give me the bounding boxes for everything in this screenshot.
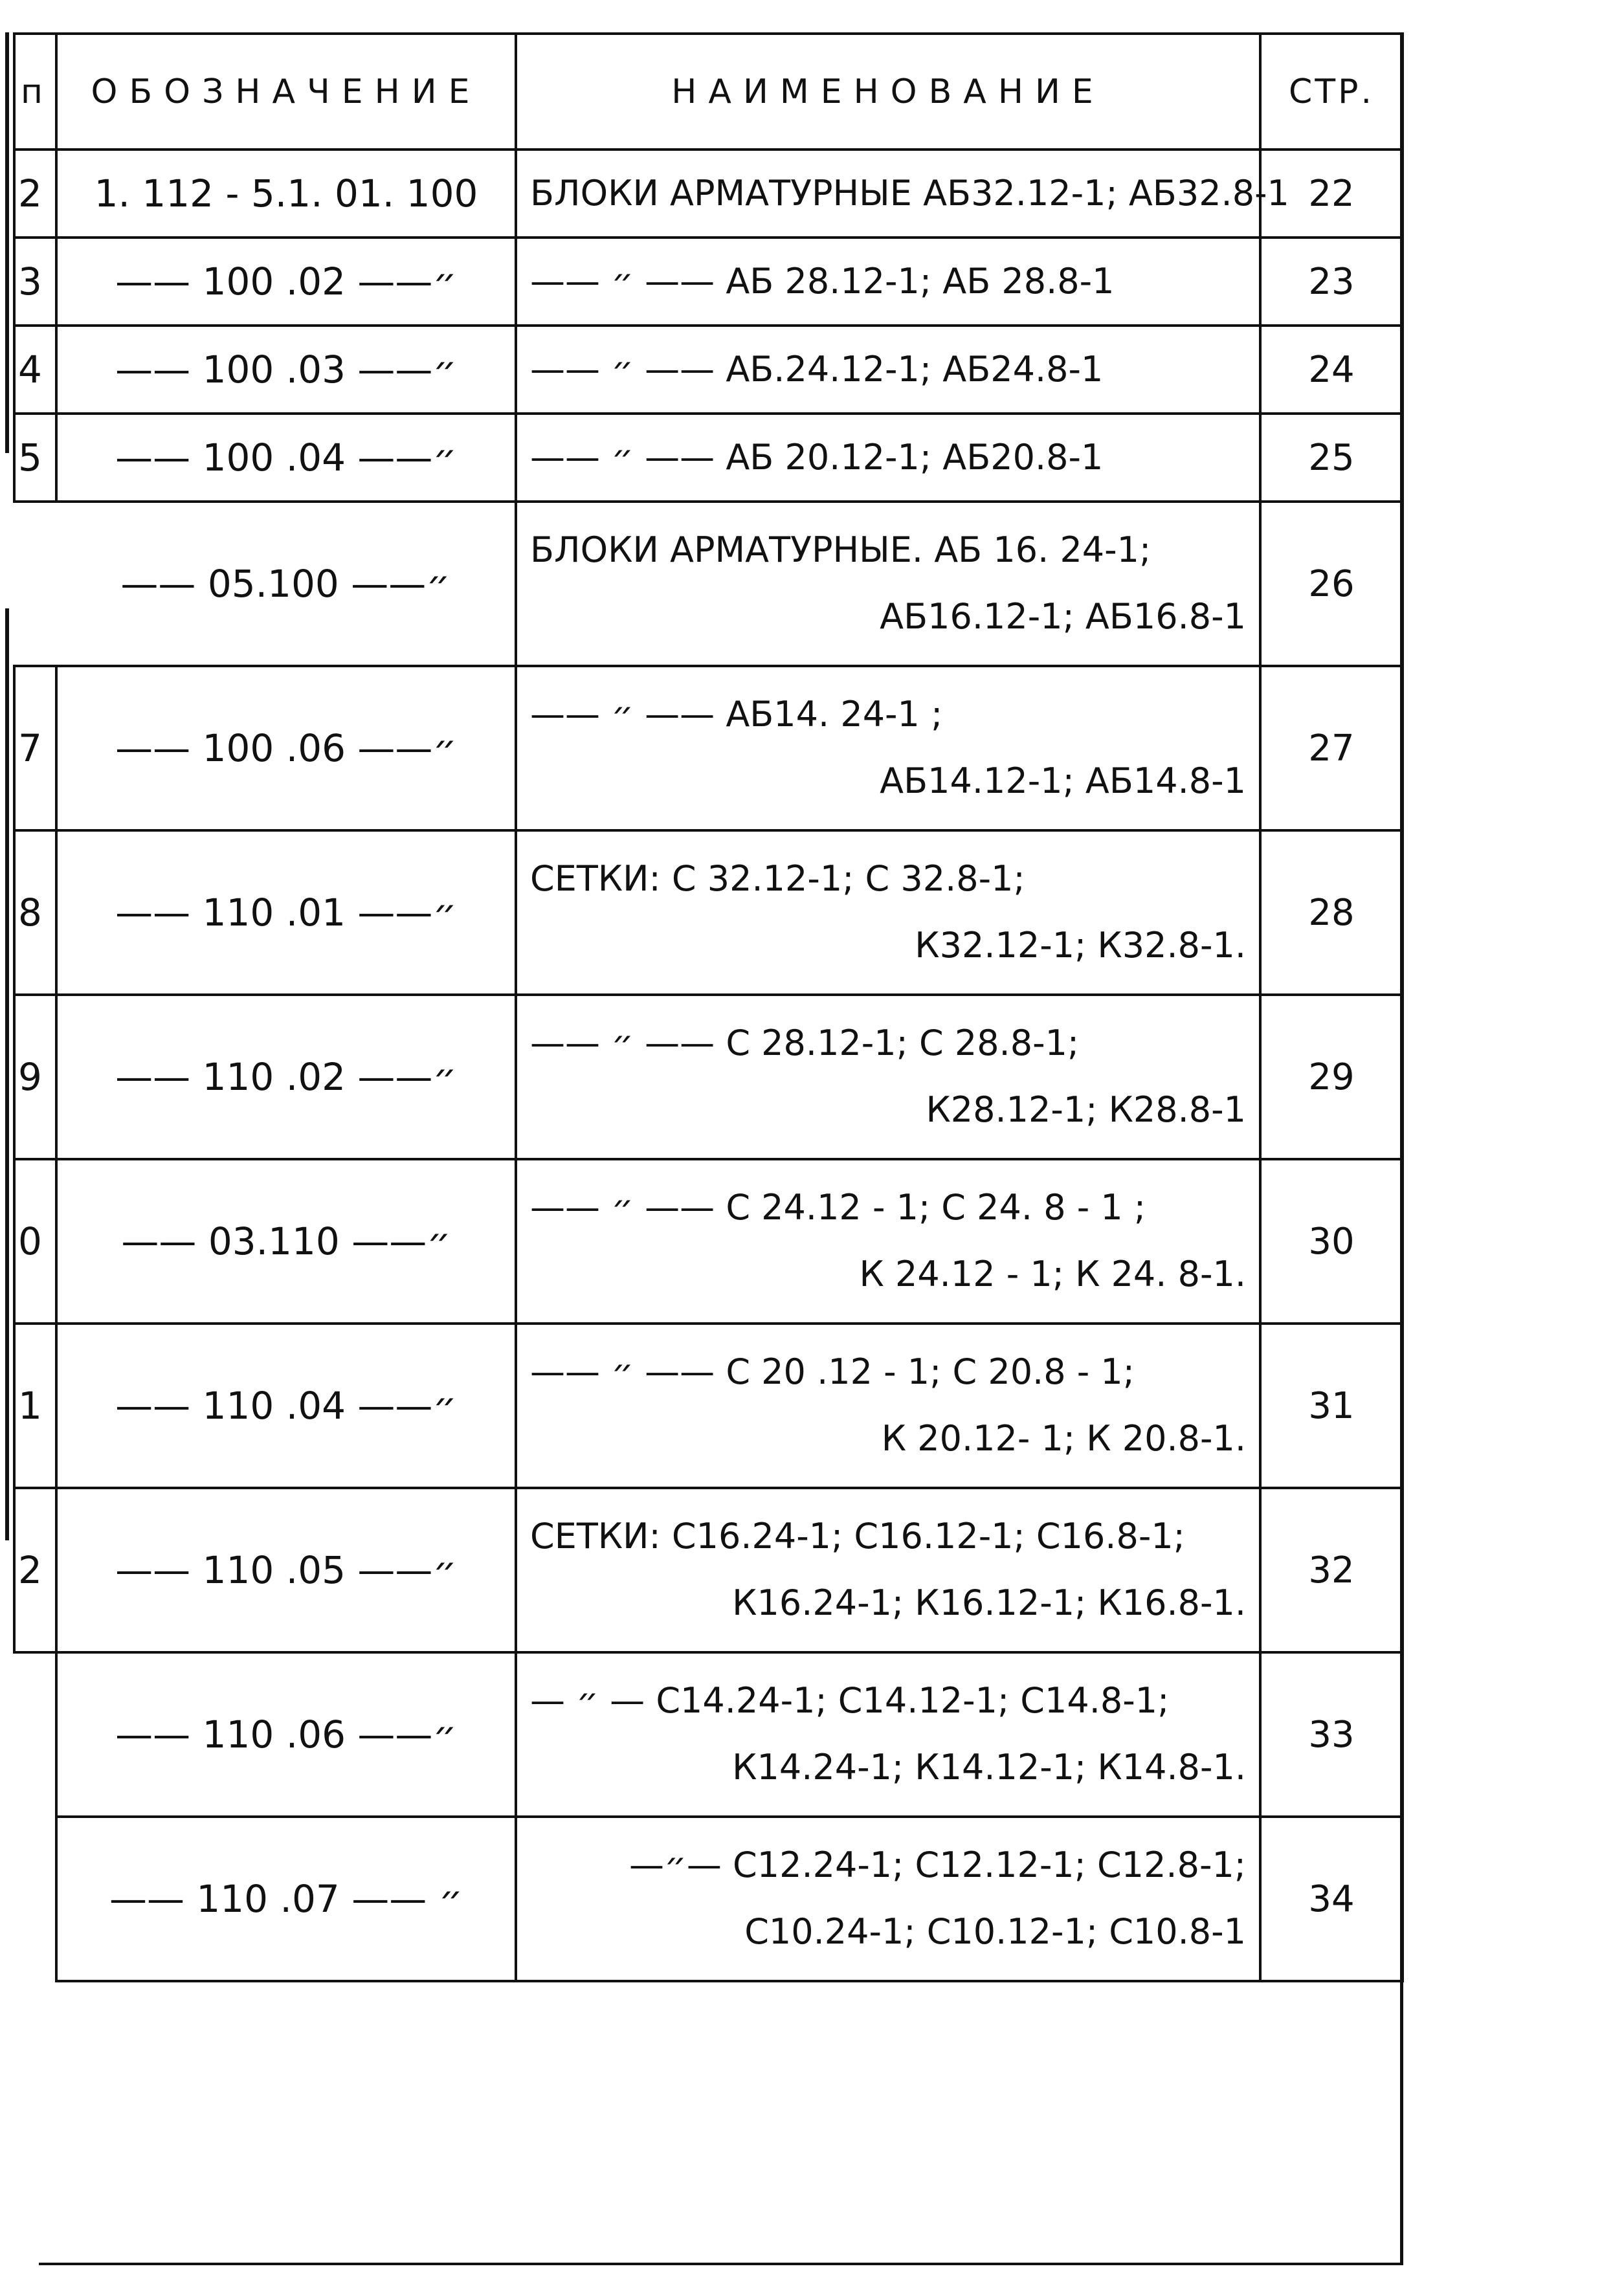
- row-name-line1: БЛОКИ АРМАТУРНЫЕ АБ32.12-1; АБ32.8-1: [530, 172, 1289, 214]
- row-name: [516, 995, 1260, 1159]
- row-page: 34: [1260, 1817, 1403, 1981]
- table-row: [14, 326, 1403, 414]
- row-num: 8: [14, 830, 56, 995]
- row-name: [516, 1488, 1260, 1652]
- row-name-line2: АБ14.12-1; АБ14.8-1: [880, 760, 1246, 801]
- row-name-line2: К32.12-1; К32.8-1.: [915, 925, 1246, 966]
- row-name-line2: К 20.12- 1; К 20.8-1.: [881, 1418, 1246, 1459]
- table-row: [14, 414, 1403, 502]
- row-num: [14, 1652, 56, 1817]
- row-num: 9: [14, 995, 56, 1159]
- row-name-line1: БЛОКИ АРМАТУРНЫЕ. АБ 16. 24-1;: [530, 529, 1151, 571]
- table-row: [14, 238, 1403, 326]
- row-name: [516, 1159, 1260, 1324]
- row-code: —— ״—— 01. 110: [56, 830, 516, 995]
- left-margin-line: [5, 32, 9, 453]
- row-name: [516, 1652, 1260, 1817]
- row-page: 25: [1260, 414, 1403, 502]
- row-name-line1: —— ״ —— АБ.24.12-1; АБ24.8-1: [530, 348, 1104, 390]
- row-name: [516, 1324, 1260, 1488]
- row-code: —— ״—— 04. 100: [56, 414, 516, 502]
- frame-bottom-line: [39, 2263, 1403, 2265]
- row-name: [516, 238, 1260, 326]
- row-name: [516, 666, 1260, 830]
- row-num: 2: [14, 150, 56, 238]
- row-name: [516, 502, 1260, 666]
- header-name: НАИМЕНОВАНИЕ: [516, 34, 1260, 150]
- header-page: СТР.: [1260, 34, 1403, 150]
- row-num: 0: [14, 1159, 56, 1324]
- table-row: [14, 1159, 1403, 1324]
- row-num: [14, 1817, 56, 1981]
- row-code: —— ״—— 04. 110: [56, 1324, 516, 1488]
- row-code: —— ״ —— 07. 110: [56, 1817, 516, 1981]
- table-row: [14, 502, 1403, 666]
- row-page: 27: [1260, 666, 1403, 830]
- header-num: п: [14, 34, 56, 150]
- row-page: 22: [1260, 150, 1403, 238]
- row-name-line1: — ״ — С14.24-1; С14.12-1; С14.8-1;: [530, 1680, 1170, 1722]
- row-name-line1: СЕТКИ: С16.24-1; С16.12-1; С16.8-1;: [530, 1516, 1185, 1557]
- row-name: [516, 150, 1289, 238]
- row-name-line1: —— ״ —— С 24.12 - 1; С 24. 8 - 1 ;: [530, 1187, 1146, 1228]
- row-name-line1: —— ״ —— АБ14. 24-1 ;: [530, 694, 943, 735]
- header-code: ОБОЗНАЧЕНИЕ: [56, 34, 516, 150]
- row-page: 29: [1260, 995, 1403, 1159]
- left-margin-line: [5, 608, 9, 1540]
- row-code: —— ״—— 03. 100: [56, 326, 516, 414]
- row-code: 1. 112 - 5.1. 01. 100: [56, 150, 516, 238]
- contents-table: [13, 32, 1404, 1982]
- row-name: [516, 830, 1260, 995]
- row-name-line2: К28.12-1; К28.8-1: [926, 1089, 1246, 1130]
- row-num: 4: [14, 326, 56, 414]
- row-name: [516, 414, 1260, 502]
- row-name-line1: —— ״ —— С 28.12-1; С 28.8-1;: [530, 1023, 1080, 1064]
- row-code: —— ״—— 06. 110: [56, 1652, 516, 1817]
- row-num: 7: [14, 666, 56, 830]
- table-row: [14, 1324, 1403, 1488]
- table-row: [14, 150, 1403, 238]
- row-page: 24: [1260, 326, 1403, 414]
- table-row: [14, 830, 1403, 995]
- row-page: 32: [1260, 1488, 1403, 1652]
- row-name: [516, 326, 1260, 414]
- row-code: —— ״—— 02. 110: [56, 995, 516, 1159]
- row-code: —— ״—— 03.110: [56, 1159, 516, 1324]
- row-name-line2: К14.24-1; К14.12-1; К14.8-1.: [732, 1747, 1246, 1788]
- row-name-line1: —— ״ —— АБ 20.12-1; АБ20.8-1: [530, 436, 1104, 478]
- row-num: 3: [14, 238, 56, 326]
- row-name-line2: АБ16.12-1; АБ16.8-1: [880, 596, 1246, 637]
- row-num: [14, 502, 56, 666]
- row-name-line1: —— ״ —— АБ 28.12-1; АБ 28.8-1: [530, 260, 1115, 302]
- row-page: 33: [1260, 1652, 1403, 1817]
- table-row: [14, 666, 1403, 830]
- row-code: —— ״—— 02. 100: [56, 238, 516, 326]
- row-name-line2: К 24.12 - 1; К 24. 8-1.: [859, 1254, 1246, 1294]
- table-row: [14, 1652, 1403, 1817]
- header-row: [14, 34, 1403, 150]
- row-num: 1: [14, 1324, 56, 1488]
- row-name-line1: —— ״ —— С 20 .12 - 1; С 20.8 - 1;: [530, 1351, 1135, 1393]
- row-name-line2: К16.24-1; К16.12-1; К16.8-1.: [732, 1582, 1246, 1623]
- row-page: 31: [1260, 1324, 1403, 1488]
- table-row: [14, 1817, 1403, 1981]
- row-code: —— ״—— 05.100: [56, 502, 516, 666]
- row-name-line2: С10.24-1; С10.12-1; С10.8-1: [744, 1911, 1246, 1952]
- row-num: 2: [14, 1488, 56, 1652]
- table-row: [14, 1488, 1403, 1652]
- row-page: 26: [1260, 502, 1403, 666]
- row-name-line1: СЕТКИ: С 32.12-1; С 32.8-1;: [530, 858, 1025, 900]
- row-code: —— ״—— 06. 100: [56, 666, 516, 830]
- row-name-line1: —״— С12.24-1; С12.12-1; С12.8-1;: [629, 1845, 1246, 1886]
- row-page: 23: [1260, 238, 1403, 326]
- row-page: 30: [1260, 1159, 1403, 1324]
- row-code: —— ״—— 05. 110: [56, 1488, 516, 1652]
- row-page: 28: [1260, 830, 1403, 995]
- row-name: [516, 1817, 1260, 1981]
- row-num: 5: [14, 414, 56, 502]
- table-row: [14, 995, 1403, 1159]
